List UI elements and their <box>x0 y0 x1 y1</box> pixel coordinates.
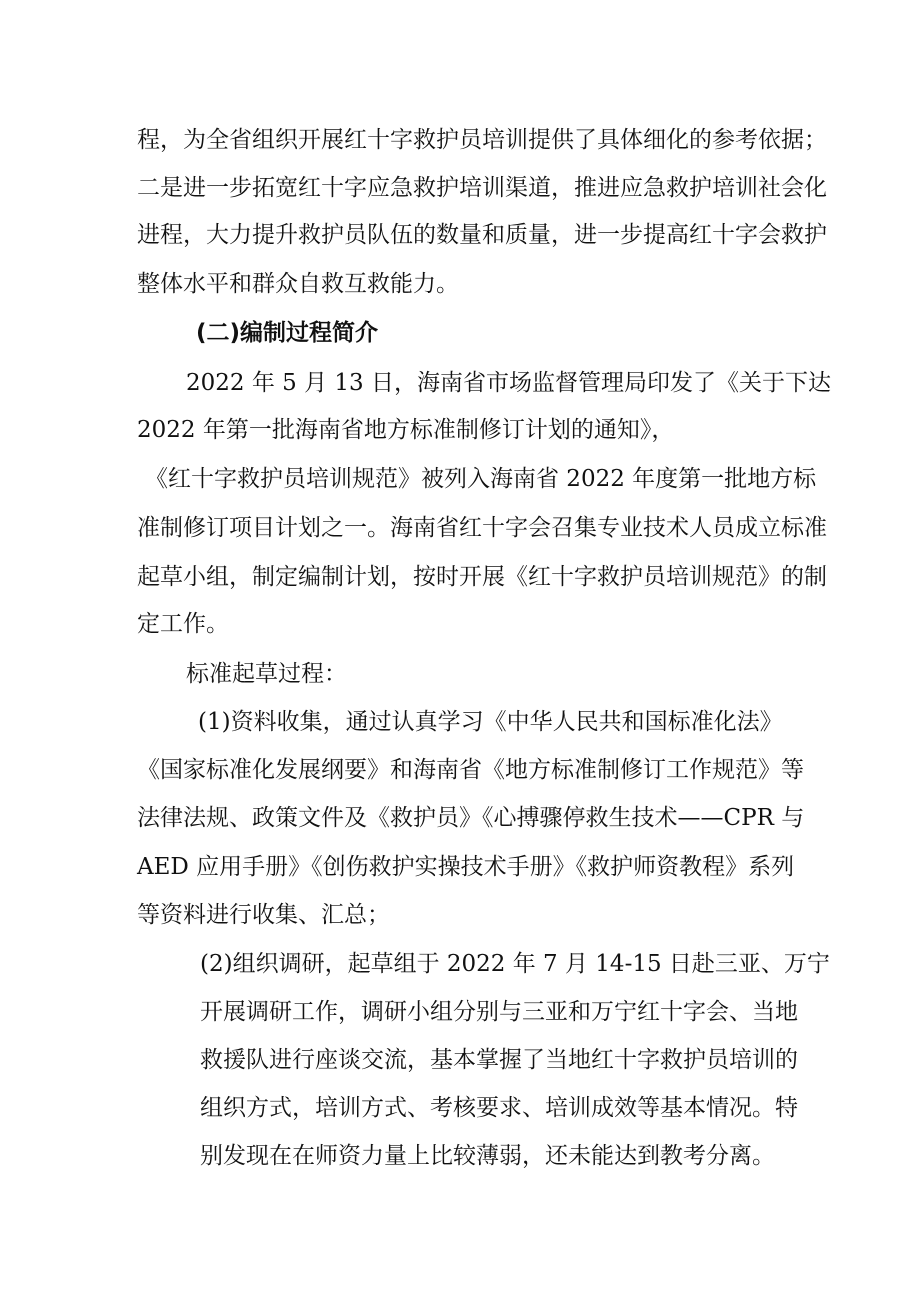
history-line-1: 2022 年 5 月 13 日，海南省市场监督管理局印发了《关于下达 <box>186 370 831 396</box>
history-line-3: 《红十字救护员培训规范》被列入海南省 2022 年度第一批地方标 <box>145 466 817 492</box>
step1-line-1: (1)资料收集，通过认真学习《中华人民共和国标准化法》 <box>198 709 783 735</box>
step1-line-4: AED 应用手册》《创伤救护实操技术手册》《救护师资教程》系列 <box>137 854 795 880</box>
history-line-5: 起草小组，制定编制计划，按时开展《红十字救护员培训规范》的制 <box>137 564 827 590</box>
history-line-4: 准制修订项目计划之一。海南省红十字会召集专业技术人员成立标准 <box>137 515 827 541</box>
intro-line-1: 程，为全省组织开展红十字救护员培训提供了具体细化的参考依据； <box>137 127 827 153</box>
section-heading: (二)编制过程简介 <box>196 320 379 346</box>
step2-line-4: 组织方式，培训方式、考核要求、培训成效等基本情况。特 <box>200 1095 798 1121</box>
intro-line-3: 进程，大力提升救护员队伍的数量和质量，进一步提高红十字会救护 <box>137 222 827 248</box>
step1-line-3: 法律法规、政策文件及《救护员》《心搏骤停救生技术——CPR 与 <box>137 805 805 831</box>
step1-line-5: 等资料进行收集、汇总； <box>137 902 390 928</box>
history-line-6: 定工作。 <box>137 611 229 637</box>
step2-line-3: 救援队进行座谈交流，基本掌握了当地红十字救护员培训的 <box>200 1047 798 1073</box>
history-line-2: 2022 年第一批海南省地方标准制修订计划的通知》， <box>137 417 675 443</box>
intro-line-4: 整体水平和群众自救互救能力。 <box>137 271 459 297</box>
step2-line-5: 别发现在在师资力量上比较薄弱，还未能达到教考分离。 <box>200 1143 775 1169</box>
step2-line-2: 开展调研工作，调研小组分别与三亚和万宁红十字会、当地 <box>200 999 798 1025</box>
drafting-label: 标准起草过程： <box>186 661 347 687</box>
step1-line-2: 《国家标准化发展纲要》和海南省《地方标准制修订工作规范》等 <box>137 757 804 783</box>
intro-line-2: 二是进一步拓宽红十字应急救护培训渠道，推进应急救护培训社会化 <box>137 175 827 201</box>
step2-line-1: (2)组织调研，起草组于 2022 年 7 月 14-15 日赴三亚、万宁 <box>200 951 830 977</box>
